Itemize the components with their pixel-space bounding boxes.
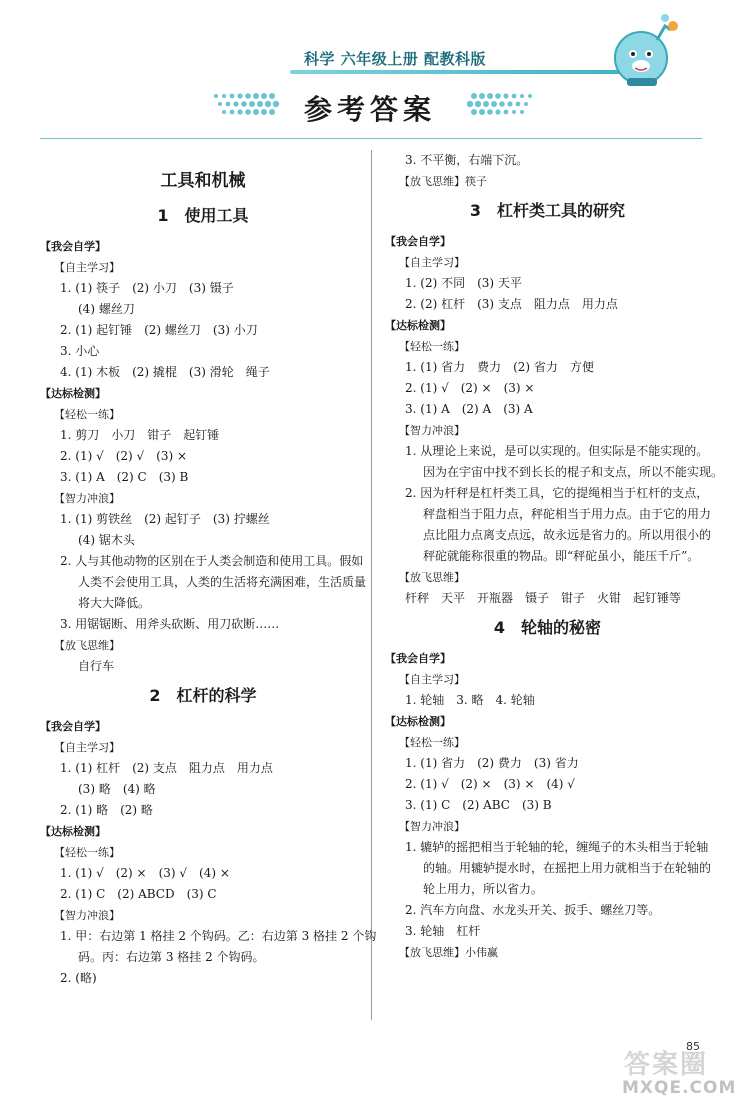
subsection-label: 【自主学习】	[399, 673, 465, 686]
answer-line: 1. 甲：右边第 1 格挂 2 个钩码。乙：右边第 3 格挂 2 个钩	[60, 929, 377, 943]
subsection-label: 【智力冲浪】	[399, 424, 465, 437]
answer-line: 1. (1) 杠杆 (2) 支点 阻力点 用力点	[60, 761, 273, 775]
decorative-dots-left	[210, 90, 295, 120]
mascot-icon	[605, 12, 685, 90]
section-label: 【达标检测】	[40, 825, 106, 838]
page-number: 85	[686, 1040, 700, 1053]
answer-line: 4. (1) 木板 (2) 撬棍 (3) 滑轮 绳子	[60, 365, 270, 379]
answer-line: 1. 从理论上来说，是可以实现的。但实际是不能实现的。	[405, 444, 709, 458]
answer-line: 1. 剪刀 小刀 钳子 起钉锤	[60, 428, 220, 442]
answer-line: 2. 因为杆秤是杠杆类工具，它的提绳相当于杠杆的支点，	[405, 486, 709, 500]
answer-line: 2. (1) C (2) ABCD (3) C	[60, 887, 217, 901]
section-label: 【达标检测】	[385, 319, 451, 332]
subsection-label: 【轻松一练】	[54, 408, 120, 421]
column-divider	[371, 150, 372, 1020]
lesson-heading: 1 使用工具	[157, 206, 249, 225]
lesson-heading: 3 杠杆类工具的研究	[469, 201, 626, 220]
answer-line: 2. (1) 起钉锤 (2) 螺丝刀 (3) 小刀	[60, 323, 258, 337]
book-header	[290, 44, 590, 74]
answer-line: 1. (1) 筷子 (2) 小刀 (3) 镊子	[60, 281, 234, 295]
answer-line: 3. (1) A (2) C (3) B	[60, 470, 189, 484]
answer-line: 3. (1) A (2) A (3) A	[405, 402, 533, 416]
answer-line: 点比阻力点离支点远，故永远是省力的。所以用很小的	[423, 528, 712, 542]
subsection-label: 【放飞思维】小伟赢	[399, 946, 498, 959]
subsection-label: 【智力冲浪】	[54, 492, 120, 505]
section-label: 【我会自学】	[40, 240, 106, 253]
subsection-label: 【轻松一练】	[399, 340, 465, 353]
header-underline	[290, 70, 620, 74]
answer-line: 3. (1) C (2) ABC (3) B	[405, 798, 552, 812]
answer-line: 人类不会使用工具，人类的生活将充满困难，生活质量	[78, 575, 367, 589]
answer-line: 3. 不平衡，右端下沉。	[405, 153, 529, 167]
answer-line: 将大大降低。	[78, 596, 151, 610]
answer-line: 1. 辘轳的摇把相当于轮轴的轮，缠绳子的木头相当于轮轴	[405, 840, 709, 854]
answer-line: 1. 轮轴 3. 略 4. 轮轴	[405, 693, 535, 707]
answer-line: 的轴。用辘轳提水时，在摇把上用力就相当于在轮轴的	[423, 861, 712, 875]
answer-line: 1. (1) 省力 (2) 费力 (3) 省力	[405, 756, 579, 770]
right-column	[385, 150, 724, 963]
subsection-label: 【智力冲浪】	[399, 820, 465, 833]
answer-line: (3) 略 (4) 略	[78, 782, 156, 796]
section-label: 【我会自学】	[385, 235, 451, 248]
answer-line: 1. (2) 不同 (3) 天平	[405, 276, 522, 290]
answer-line: 2. (1) √ (2) × (3) × (4) √	[405, 777, 575, 791]
answer-line: 码。丙：右边第 3 格挂 2 个钩码。	[78, 950, 265, 964]
answer-line: 1. (1) √ (2) × (3) √ (4) ×	[60, 866, 230, 880]
title-rule	[40, 138, 702, 139]
subsection-label: 【放飞思维】	[54, 639, 120, 652]
answer-line: 2. 人与其他动物的区别在于人类会制造和使用工具。假如	[60, 554, 364, 568]
watermark-en: MXQE.COM	[622, 1078, 737, 1098]
answer-line: 3. 小心	[60, 344, 100, 358]
answer-line: 自行车	[78, 659, 115, 673]
chapter-heading: 工具和机械	[160, 171, 246, 191]
answer-line: 2. (略)	[60, 971, 97, 985]
watermark-cn: 答案圈	[624, 1050, 709, 1080]
section-label: 【达标检测】	[385, 715, 451, 728]
subsection-label: 【轻松一练】	[54, 846, 120, 859]
answer-line: 2. 汽车方向盘、水龙头开关、扳手、螺丝刀等。	[405, 903, 661, 917]
section-label: 【我会自学】	[385, 652, 451, 665]
book-title: 科学 六年级上册 配教科版	[304, 50, 486, 68]
answer-line: 2. (1) √ (2) × (3) ×	[405, 381, 535, 395]
subsection-label: 【自主学习】	[399, 256, 465, 269]
subsection-label: 【自主学习】	[54, 741, 120, 754]
answer-line: 3. 轮轴 杠杆	[405, 924, 481, 938]
answer-line: (4) 螺丝刀	[78, 302, 135, 316]
section-label: 【达标检测】	[40, 387, 106, 400]
answer-line: 因为在宇宙中找不到长长的棍子和支点，所以不能实现。	[423, 465, 724, 479]
subsection-label: 【轻松一练】	[399, 736, 465, 749]
answer-line: (4) 锯木头	[78, 533, 135, 547]
answer-line: 3. 用锯锯断、用斧头砍断、用刀砍断……	[60, 617, 280, 631]
answer-line: 秤砣就能称很重的物品。即“秤砣虽小，能压千斤”。	[423, 549, 700, 563]
answer-line: 2. (2) 杠杆 (3) 支点 阻力点 用力点	[405, 297, 618, 311]
decorative-dots-right	[452, 90, 537, 120]
subsection-label: 【智力冲浪】	[54, 909, 120, 922]
watermark-logo	[616, 1050, 741, 1100]
answer-line: 2. (1) 略 (2) 略	[60, 803, 153, 817]
page-title: 参考答案	[303, 93, 436, 126]
subsection-label: 【放飞思维】筷子	[399, 175, 487, 188]
subsection-label: 【放飞思维】	[399, 571, 465, 584]
section-label: 【我会自学】	[40, 720, 106, 733]
answer-line: 2. (1) √ (2) √ (3) ×	[60, 449, 188, 463]
subsection-label: 【自主学习】	[54, 261, 120, 274]
answer-line: 1. (1) 省力 费力 (2) 省力 方便	[405, 360, 594, 374]
answer-line: 1. (1) 剪铁丝 (2) 起钉子 (3) 拧螺丝	[60, 512, 270, 526]
answer-line: 轮上用力，所以省力。	[423, 882, 544, 896]
lesson-heading: 4 轮轴的秘密	[493, 618, 602, 637]
answer-line: 杆秤 天平 开瓶器 镊子 钳子 火钳 起钉锤等	[405, 591, 682, 605]
answer-line: 秤盘相当于阻力点，秤砣相当于用力点。由于它的用力	[423, 507, 712, 521]
lesson-heading: 2 杠杆的科学	[149, 686, 257, 705]
left-column	[40, 165, 377, 989]
